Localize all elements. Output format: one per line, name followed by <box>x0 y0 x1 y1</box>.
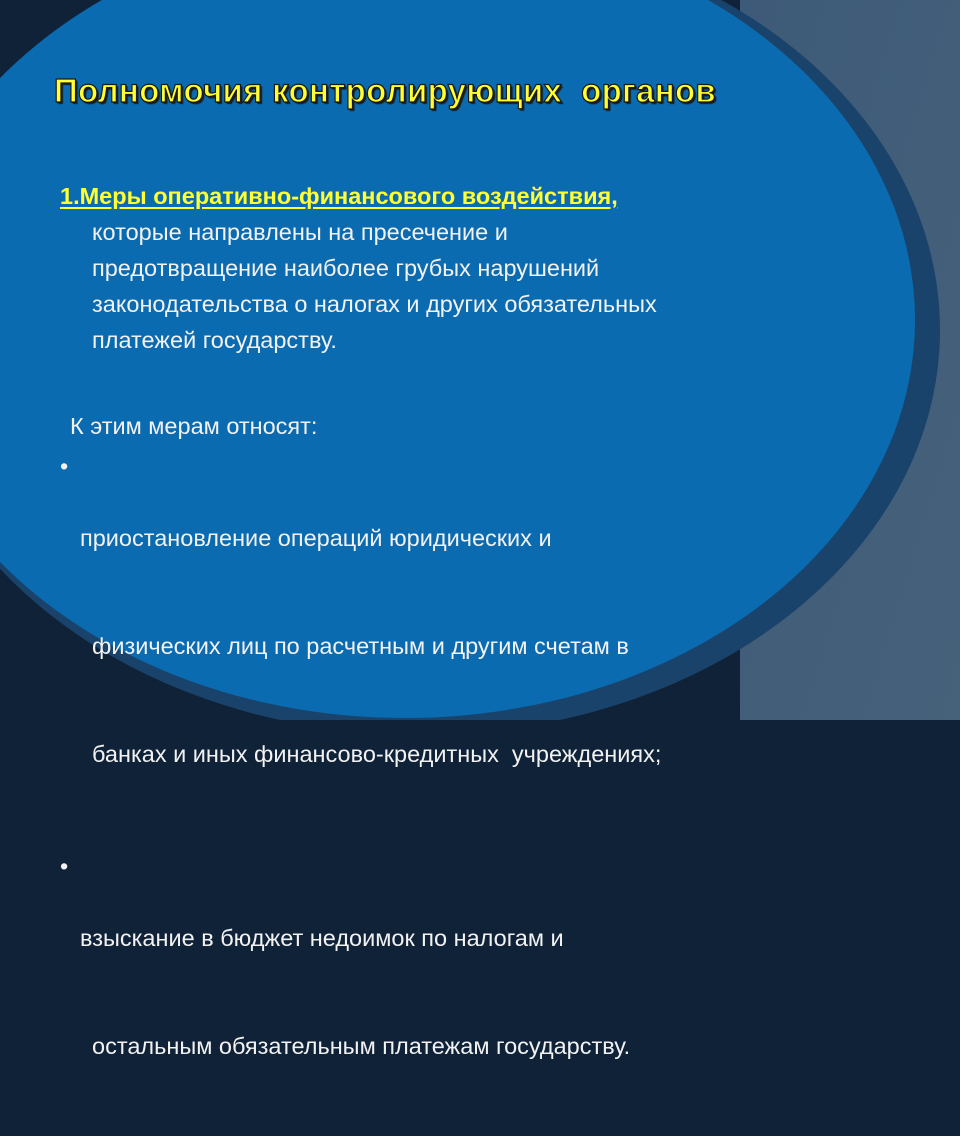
bullet-line: остальным обязательным платежам государству. <box>92 1033 631 1059</box>
slide-body <box>60 178 830 1136</box>
list-item <box>60 448 830 844</box>
measures-line: платежей государству. <box>92 327 337 353</box>
measures-line: законодательства о налогах и других обязательных <box>92 291 657 317</box>
spacer <box>60 358 830 390</box>
bullet-icon: • <box>60 853 69 879</box>
bullet-line: взыскание в бюджет недоимок по налогам и <box>80 925 564 951</box>
list-item <box>60 848 830 1136</box>
bullet-line: физических лиц по расчетным и другим счетам в <box>92 633 629 659</box>
lead-text: К этим мерам относят: <box>70 413 318 439</box>
bullet-line: приостановление операций юридических и <box>80 525 552 551</box>
bullet-line: банках и иных финансово-кредитных учреждениях; <box>92 741 662 767</box>
measures-heading: 1.Меры оперативно-финансового воздействия, <box>60 183 618 209</box>
bullet-icon: • <box>60 453 69 479</box>
slide-title: Полномочия контролирующих органов <box>54 72 716 109</box>
measures-line: предотвращение наиболее грубых нарушений <box>92 255 600 281</box>
measures-line: которые направлены на пресечение и <box>92 219 508 245</box>
